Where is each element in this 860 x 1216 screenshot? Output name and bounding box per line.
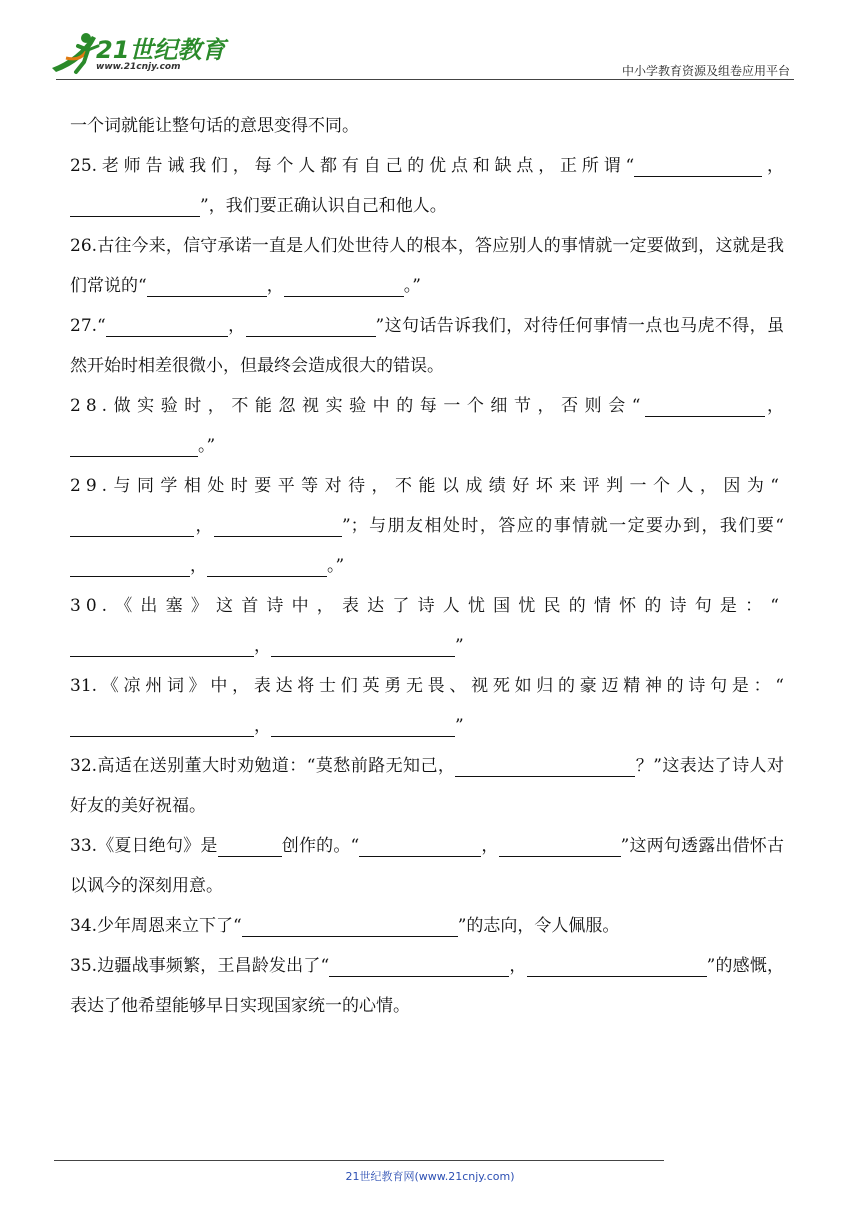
answer-blank[interactable] [359, 834, 481, 857]
answer-blank[interactable] [70, 634, 254, 657]
answer-blank[interactable] [70, 194, 200, 217]
answer-blank[interactable] [284, 274, 404, 297]
answer-blank[interactable] [106, 314, 228, 337]
answer-blank[interactable] [70, 554, 190, 577]
question-35: 35.边疆战事频繁，王昌龄发出了“ ， ”的感慨，表达了他希望能够早日实现国家统一的心情。 [70, 956, 784, 1016]
answer-blank[interactable] [499, 834, 621, 857]
answer-blank[interactable] [242, 914, 458, 937]
logo-url: www.21cnjy.com [96, 62, 181, 72]
answer-blank[interactable] [218, 834, 282, 857]
answer-blank[interactable] [207, 554, 327, 577]
footer-divider [54, 1160, 664, 1161]
logo-text: 21世纪教育 [96, 36, 226, 64]
question-list [70, 106, 784, 1026]
answer-blank[interactable] [271, 634, 455, 657]
answer-blank[interactable] [214, 514, 342, 537]
question-28: 28.做实验时，不能忽视实验中的每一个细节，否则会“ ，。” [70, 396, 785, 456]
platform-name: 中小学教育资源及组卷应用平台 [621, 64, 790, 78]
question-33: 33.《夏日绝句》是 创作的。“ ， ”这两句透露出借怀古以讽今的深刻用意。 [70, 836, 784, 896]
answer-blank[interactable] [246, 314, 376, 337]
answer-blank[interactable] [634, 154, 762, 177]
question-27: 27.“ ， ”这句话告诉我们，对待任何事情一点也马虎不得，虽然开始时相差很微小，但最终会造成很大的错误。 [70, 316, 784, 376]
page-header [0, 0, 860, 90]
answer-blank[interactable] [70, 714, 254, 737]
question-31: 31.《凉州词》中，表达将士们英勇无畏、视死如归的豪迈精神的诗句是：“， ” [70, 676, 784, 736]
question-25: 25.老师告诫我们，每个人都有自己的优点和缺点，正所谓“ ，”，我们要正确认识自己和他人。 [70, 156, 785, 216]
question-29: 29.与同学相处时要平等对待，不能以成绩好坏来评判一个人，因为“， ”；与朋友相处时，答应的事情就一定要办到，我们要“， 。” [70, 476, 784, 576]
question-30: 30.《出塞》这首诗中，表达了诗人忧国忧民的情怀的诗句是：“， ” [70, 596, 784, 656]
answer-blank[interactable] [70, 434, 198, 457]
prev-text: 一个词就能让整句话的意思变得不同。 [70, 116, 359, 136]
question-26: 26.古往今来，信守承诺一直是人们处世待人的根本，答应别人的事情就一定要做到，这就是我们常说的“ ， 。” [70, 236, 784, 296]
answer-blank[interactable] [329, 954, 509, 977]
answer-blank[interactable] [645, 394, 765, 417]
header-divider [56, 79, 794, 80]
answer-blank[interactable] [455, 754, 635, 777]
question-32: 32.高适在送别董大时劝勉道：“莫愁前路无知己， ？”这表达了诗人对好友的美好祝福。 [70, 756, 784, 816]
footer-text[interactable]: 21世纪教育网(www.21cnjy.com) [345, 1170, 515, 1183]
answer-blank[interactable] [147, 274, 267, 297]
answer-blank[interactable] [70, 514, 194, 537]
question-34: 34.少年周恩来立下了“ ”的志向，令人佩服。 [70, 916, 620, 936]
answer-blank[interactable] [271, 714, 455, 737]
answer-blank[interactable] [527, 954, 707, 977]
